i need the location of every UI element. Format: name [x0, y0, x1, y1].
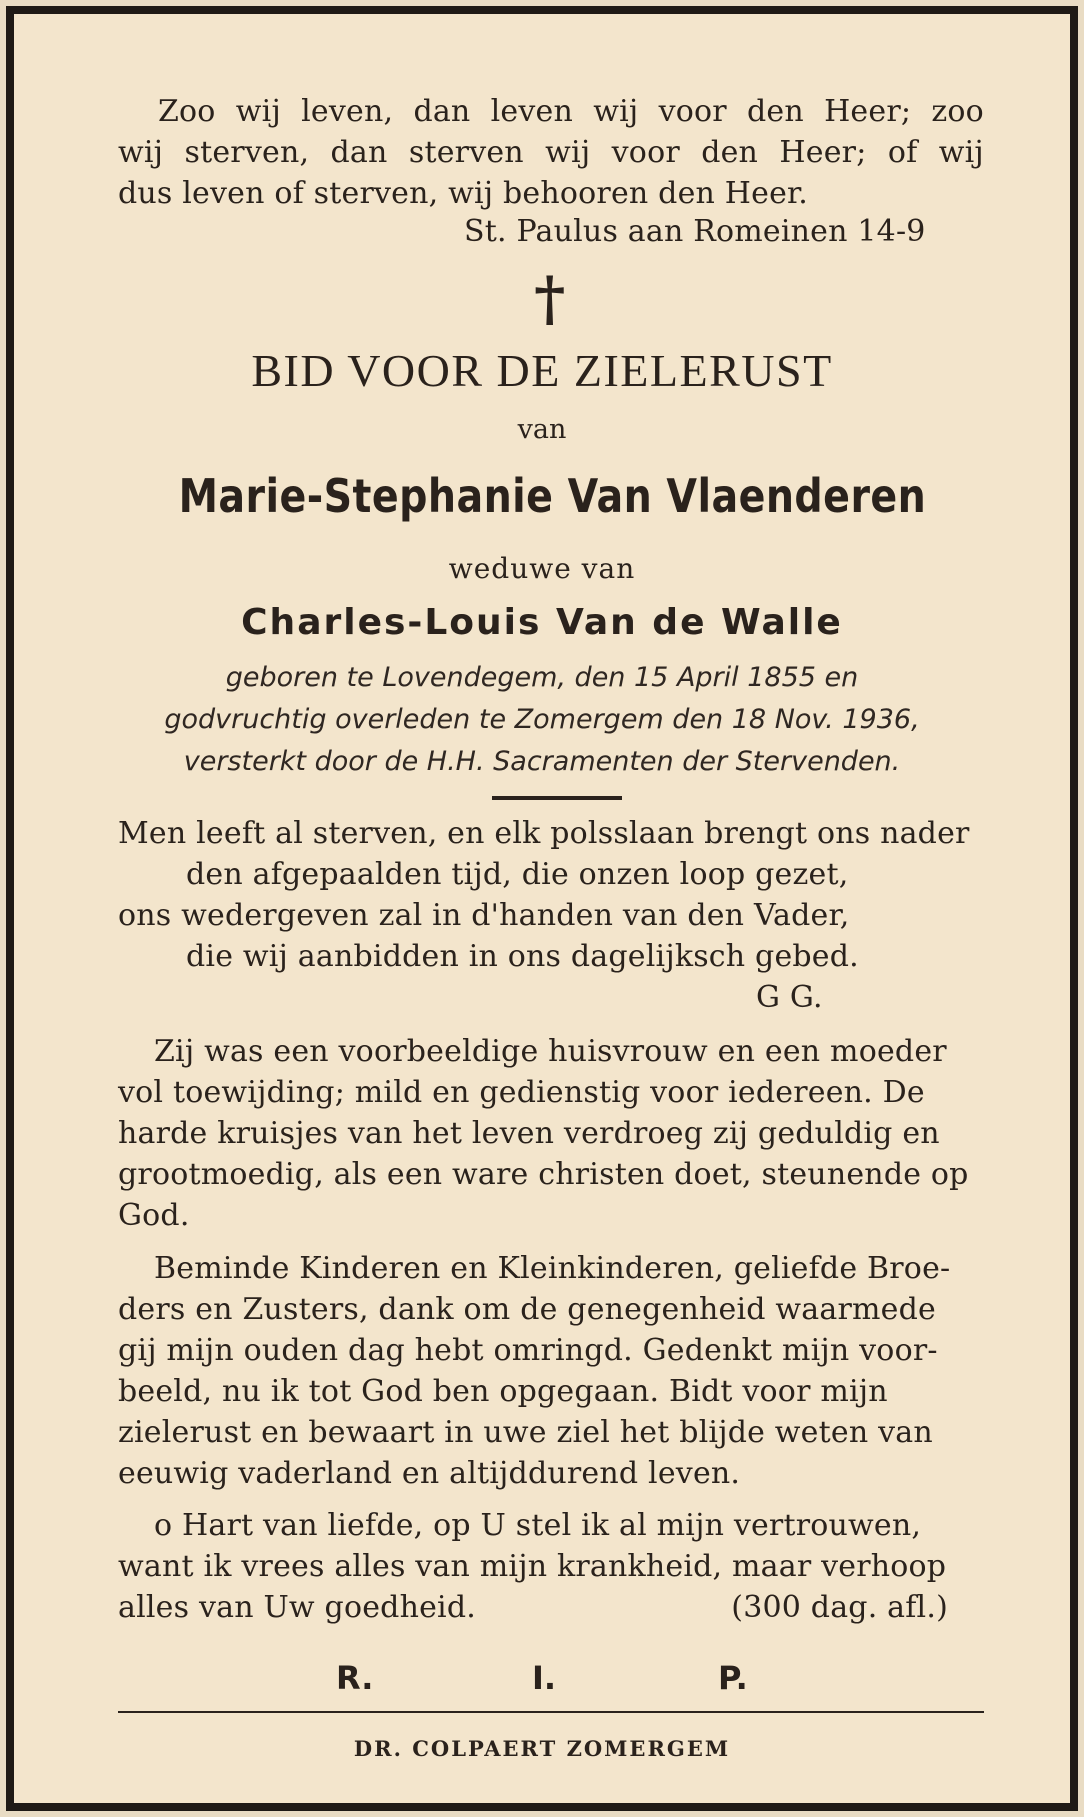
epigraph-word: voor [658, 94, 727, 129]
epigraph-word: wij [235, 94, 281, 129]
epigraph-word: wij [545, 135, 591, 170]
epigraph-word: den [701, 135, 759, 170]
epigraph-word: wij [118, 135, 164, 170]
tribute-line: God. [118, 1198, 190, 1233]
epigraph-word: den [746, 94, 804, 129]
epigraph-word: of [887, 135, 918, 170]
epigraph-word: leven [490, 94, 574, 129]
epigraph-word: zoo [931, 94, 984, 129]
epigraph-word: sterven, [184, 135, 310, 170]
cross-icon: † [534, 264, 566, 334]
printer-imprint: DR. COLPAERT ZOMERGEM [353, 1736, 731, 1761]
tribute-paragraph [118, 1034, 984, 1239]
rip-r: R. [336, 1659, 374, 1697]
epigraph-word: Heer; [779, 135, 867, 170]
epigraph-line [118, 94, 984, 129]
epigraph-word: voor [611, 135, 680, 170]
short-divider [492, 796, 622, 800]
farewell-line: beeld, nu ik tot God ben opgegaan. Bidt voor mijn [118, 1374, 888, 1409]
epigraph-line: dus leven of sterven, wij behooren den Heer. [118, 176, 809, 211]
death-line: godvruchtig overleden te Zomergem den 18 Nov. 1936, [164, 704, 920, 735]
card-content [14, 14, 1070, 1803]
poem-line: Men leeft al sterven, en elk polsslaan brengt ons nader [118, 816, 970, 851]
farewell-line: Beminde Kinderen en Kleinkinderen, geliefde Broe- [154, 1251, 951, 1286]
tribute-line: harde kruisjes van het leven verdroeg zij geduldig en [118, 1116, 940, 1151]
memorial-card [6, 6, 1078, 1811]
epigraph-word: dan [413, 94, 471, 129]
farewell-line: zielerust en bewaart in uwe ziel het blijde weten van [118, 1415, 933, 1450]
prayer-paragraph [118, 1508, 984, 1631]
heading: BID VOOR DE ZIELERUST [251, 345, 833, 396]
widow-of-label: weduwe van [448, 552, 636, 585]
farewell-line: ders en Zusters, dank om de genegenheid waarmede [118, 1292, 936, 1327]
epigraph-word: leven, [301, 94, 394, 129]
rip-p: P. [718, 1659, 748, 1697]
rip-i: I. [532, 1659, 557, 1697]
indulgence-note: (300 dag. afl.) [731, 1590, 948, 1625]
epigraph-line [118, 135, 984, 170]
spouse-name: Charles-Louis Van de Walle [241, 602, 843, 643]
poem-author: G G. [756, 980, 823, 1015]
epigraph-word: sterven [408, 135, 524, 170]
epigraph-word: dan [330, 135, 388, 170]
farewell-line: eeuwig vaderland en altijddurend leven. [118, 1456, 741, 1491]
van-label: van [517, 414, 567, 445]
sacraments-line: versterkt door de H.H. Sacramenten der Stervenden. [183, 746, 901, 777]
epigraph-word: Zoo [158, 94, 216, 129]
deceased-name: Marie-Stephanie Van Vlaenderen [178, 469, 927, 523]
poem-line: die wij aanbidden in ons dagelijksch gebed. [186, 939, 859, 974]
farewell-paragraph [118, 1251, 984, 1497]
tribute-line: vol toewijding; mild en gedienstig voor iedereen. De [118, 1075, 925, 1110]
prayer-line: alles van Uw goedheid. (300 dag. afl.) [118, 1590, 984, 1631]
tribute-line: grootmoedig, als een ware christen doet, steunende op [118, 1157, 969, 1192]
epigraph-word: wij [938, 135, 984, 170]
bottom-rule [118, 1711, 984, 1713]
epigraph-source: St. Paulus aan Romeinen 14-9 [464, 214, 926, 249]
birth-line: geboren te Lovendegem, den 15 April 1855 en [225, 662, 859, 693]
epigraph-word: wij [593, 94, 639, 129]
epigraph [118, 94, 984, 211]
prayer-line: want ik vrees alles van mijn krankheid, maar verhoop [118, 1549, 947, 1584]
tribute-line: Zij was een voorbeeldige huisvrouw en een moeder [154, 1034, 947, 1069]
prayer-line: o Hart van liefde, op U stel ik al mijn vertrouwen, [154, 1508, 922, 1543]
poem-line: ons wedergeven zal in d'handen van den Vader, [118, 898, 850, 933]
farewell-line: gij mijn ouden dag hebt omringd. Gedenkt mijn voor- [118, 1333, 938, 1368]
poem-line: den afgepaalden tijd, die onzen loop gezet, [186, 857, 849, 892]
epigraph-word: Heer; [824, 94, 912, 129]
